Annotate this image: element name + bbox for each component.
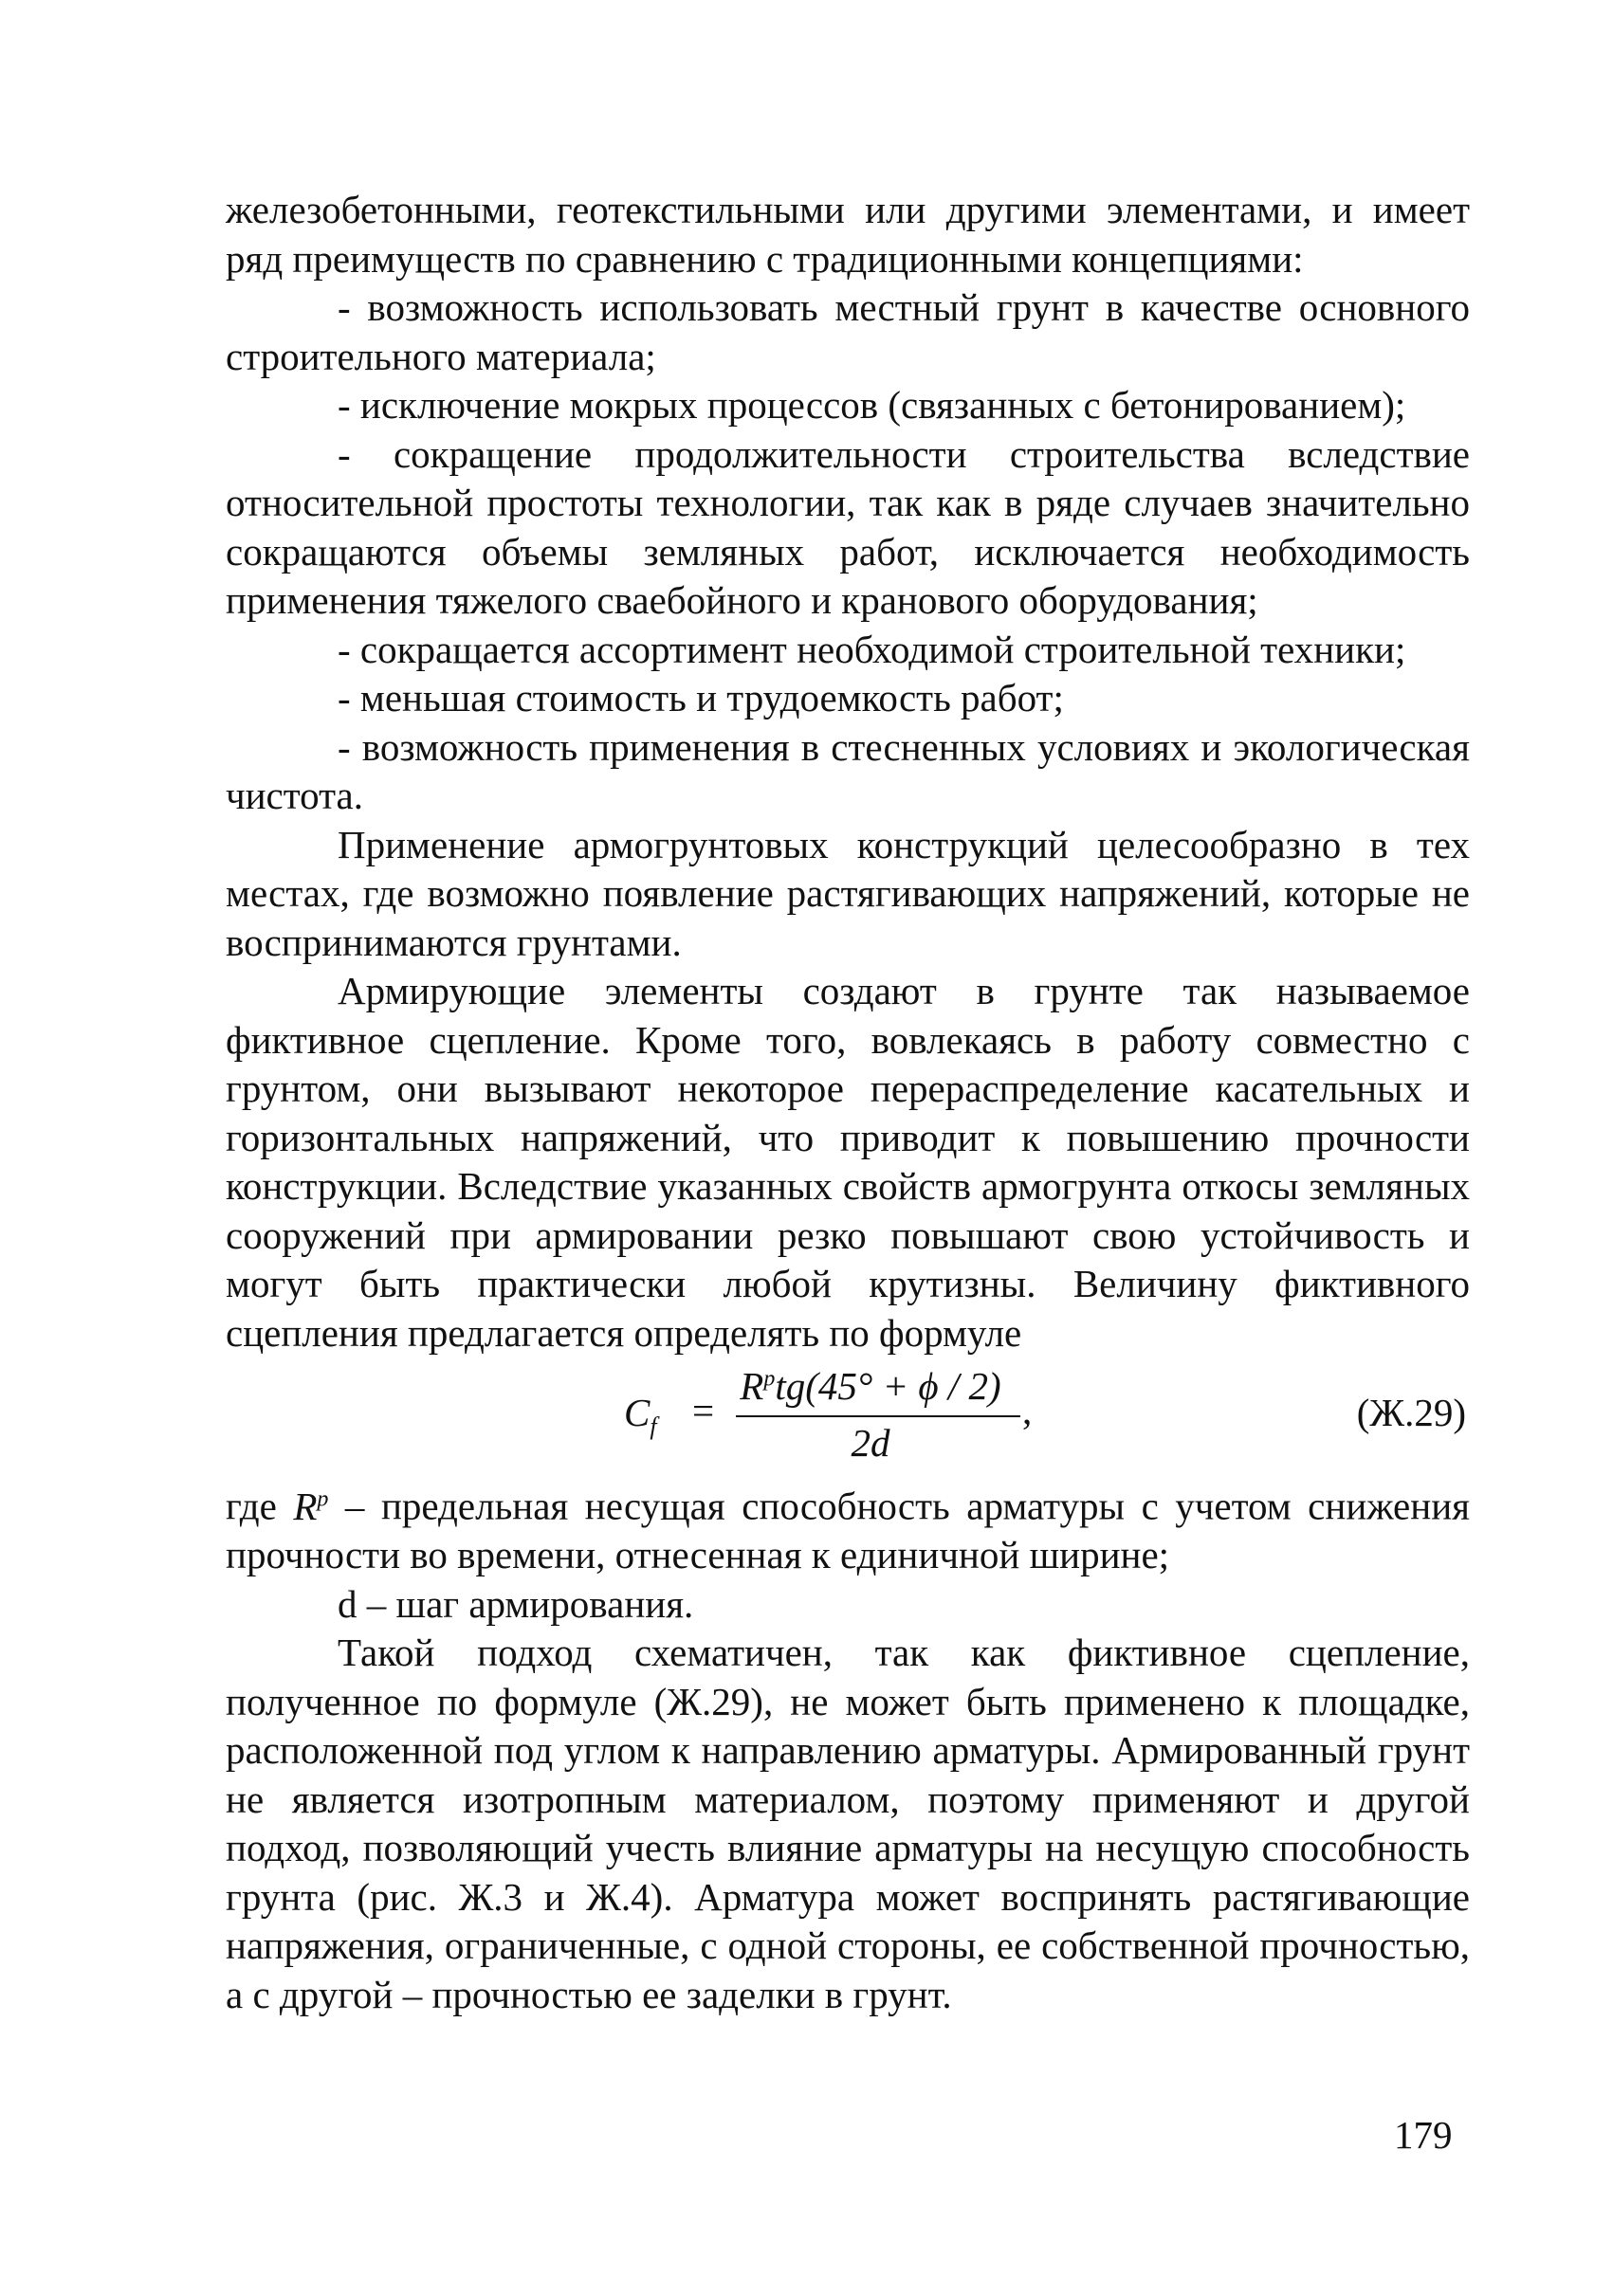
list-item-lower-cost: - меньшая стоимость и трудоемкость работ; bbox=[338, 676, 1064, 720]
paragraph-application: Применение армогрунтовых конструкций целесообразно в тех местах, где возможно появление растягивающих напряжений, которые не воспринимаются грунтами. bbox=[226, 822, 1470, 964]
formula-comma: , bbox=[1022, 1389, 1033, 1432]
equation-number: (Ж.29) bbox=[1356, 1391, 1466, 1434]
formula-denominator: 2d bbox=[851, 1421, 890, 1465]
paragraph-fictive-cohesion: Армирующие элементы создают в грунте так называемое фиктивное сцепление. Кроме того, вовлекаясь в работу совместно с грунтом, они вызывают некоторое перераспределение касательных и горизонтальных напряжений, что приводит к повышению прочности конструкции. Вследствие указанных свойств армогрунта откосы земляных сооружений при армировании резко повышают свою устойчивость и могут быть практически любой крутизны. Величину фиктивного сцепления предлагается определять по формуле bbox=[226, 969, 1470, 1355]
list-item-no-wet-processes: - исключение мокрых процессов (связанных с бетонированием); bbox=[338, 383, 1406, 427]
formula-numerator: $R^ptg(45^\circ + \phi / 2)$ bbox=[740, 1364, 1001, 1408]
page-number: 179 bbox=[1394, 2113, 1453, 2157]
paragraph-intro: железобетонными, геотекстильными или другими элементами, и имеет ряд преимуществ по сравнению с традиционными концепциями: bbox=[226, 188, 1470, 281]
list-item-local-soil: - возможность использовать местный грунт в качестве основного строительного материала; bbox=[226, 285, 1470, 378]
list-item-confined-conditions: - возможность применения в стесненных условиях и экологическая чистота. bbox=[226, 724, 1470, 817]
where-clause: где $R^p$ – предельная несущая способность арматуры с учетом снижения прочности во времени, отнесенная к единичной ширине; bbox=[226, 1484, 1470, 1577]
list-item-shorter-construction: - сокращение продолжительности строительства вследствие относительной простоты технологии, так как в ряде случаев значительно сокращаются объемы земляных работ, исключается необходимость применения тяжелого сваебойного и кранового оборудования; bbox=[226, 431, 1470, 622]
formula-equals: = bbox=[692, 1389, 715, 1432]
paragraph-final: Такой подход схематичен, так как фиктивное сцепление, полученное по формуле (Ж.29), не может быть применено к площадке, расположенной под углом к направлению арматуры. Армированный грунт не является изотропным материалом, поэтому применяют и другой подход, позволяющий учесть влияние арматуры на несущую способность грунта (рис. Ж.3 и Ж.4). Арматура может воспринять растягивающие напряжения, ограниченные, с одной стороны, ее собственной прочностью, а с другой – прочностью ее заделки в грунт. bbox=[226, 1631, 1470, 2016]
formula-block bbox=[226, 1363, 1470, 1471]
where-d-line: d – шаг армирования. bbox=[338, 1581, 694, 1626]
formula-lhs: $C_f$ bbox=[624, 1391, 657, 1441]
fraction-bar bbox=[736, 1415, 1020, 1417]
page-body bbox=[226, 186, 1470, 2019]
formula bbox=[624, 1363, 1051, 1471]
list-item-fewer-machines: - сокращается ассортимент необходимой строительной техники; bbox=[338, 627, 1406, 671]
where-symbol: $R^p$ bbox=[293, 1484, 329, 1528]
